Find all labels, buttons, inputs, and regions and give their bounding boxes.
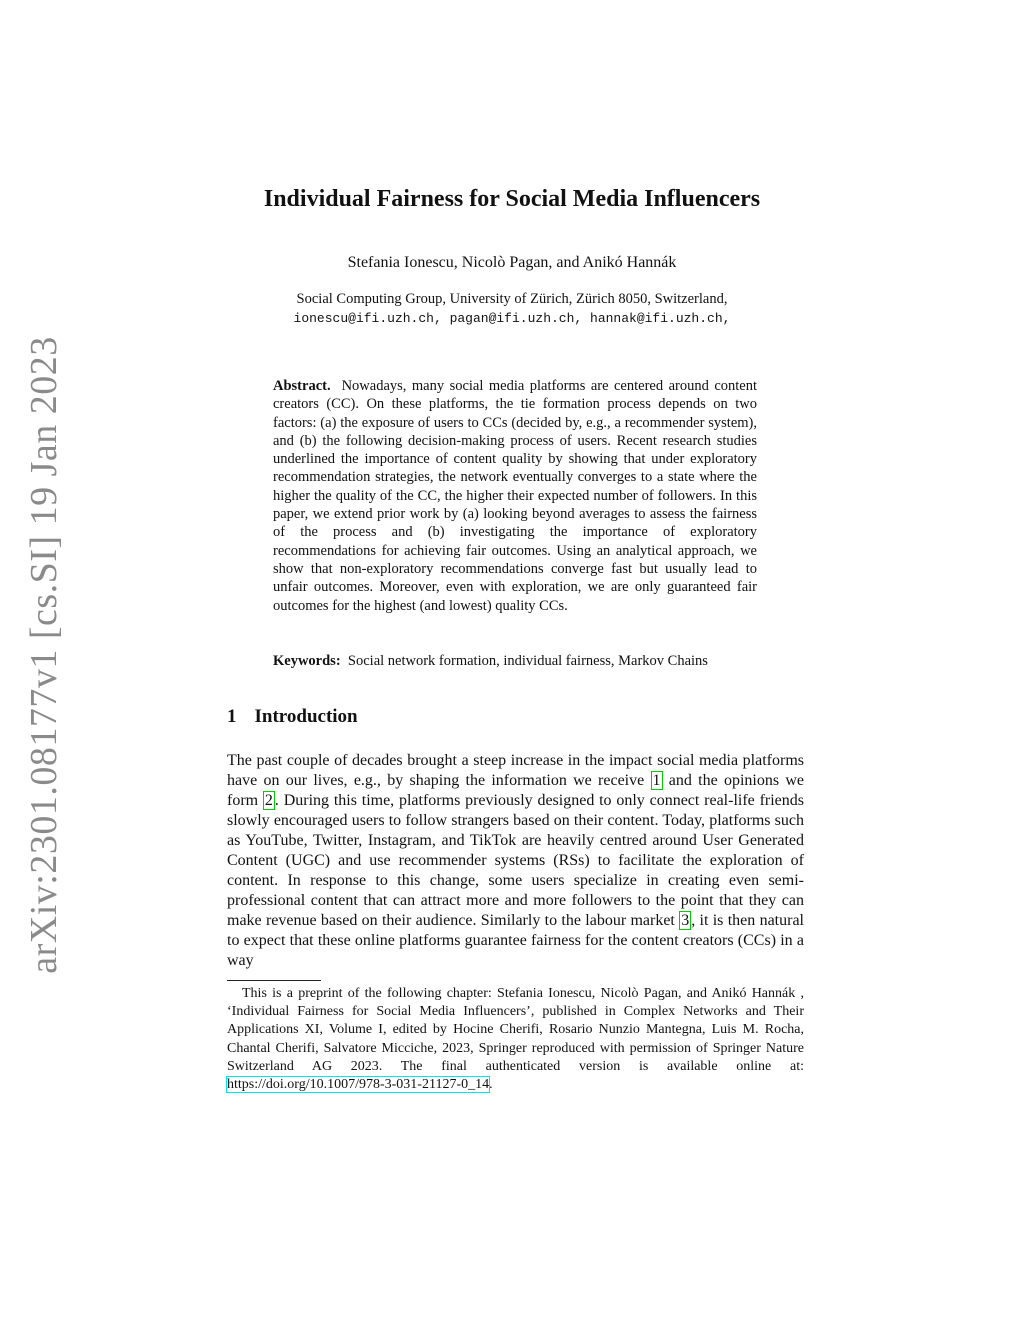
keywords-label: Keywords:	[273, 653, 341, 669]
affiliation-block	[0, 289, 1024, 329]
footnote	[227, 985, 804, 1094]
abstract-text: Nowadays, many social media platforms are centered around content creators (CC). On these platforms, the tie formation process depends on two factors: (a) the exposure of users to CCs (decided by, e.g., a recommender system), and (b) the following decision-making process of users. Recent research studies underlined the importance of content quality by showing that under exploratory recommendation strategies, the network eventually converges to a state where the higher the quality of the CC, the higher their expected number of followers. In this paper, we extend prior work by (a) looking beyond averages to assess the fairness of the process and (b) investigating the importance of exploratory recommendations for achieving fair outcomes. Using an analytical approach, we show that non-exploratory recommendations converge fast but usually lead to unfair outcomes. Moreover, even with exploration, we are only guaranteed fair outcomes for the highest (and lowest) quality CCs.	[273, 378, 757, 614]
email-ionescu[interactable]: ionescu@ifi.uzh.ch	[293, 311, 434, 326]
doi-link[interactable]: https://doi.org/10.1007/978-3-031-21127-0_14	[227, 1077, 490, 1093]
section-heading-introduction	[227, 706, 358, 728]
email-hannak[interactable]: hannak@ifi.uzh.ch	[590, 311, 723, 326]
abstract	[273, 377, 757, 615]
footnote-text: This is a preprint of the following chapter: Stefania Ionescu, Nicolò Pagan, and Anikó Hannák , ‘Individual Fairness for Social Media Influencers’, published in Complex Networks and Their Applications XI, Volume I, edited by Hocine Cherifi, Rosario Nunzio Mantegna, Luis M. Rocha, Chantal Cherifi, Salvatore Micciche, 2023, Springer reproduced with permission of Springer Nature Switzerland AG 2023. The final authenticated version is available online at:	[227, 986, 804, 1074]
arxiv-side-stamp: arXiv:2301.08177v1 [cs.SI] 19 Jan 2023	[23, 336, 65, 974]
section-title: Introduction	[254, 706, 358, 727]
intro-text-3: . During this time, platforms previously designed to only connect real-life friends slowly encouraged users to follow strangers based on their content. Today, platforms such as YouTube, Twitter, Instagram, and TikTok are heavily centred around User Generated Content (UGC) and use recommender systems (RSs) to facilitate the exploration of content. In response to this change, some users specialize in creating even semi-professional content that can attract more and more followers to the point that they can make revenue based on their audience. Similarly to the labour market	[227, 792, 804, 929]
citation-1[interactable]: 1	[652, 772, 661, 789]
footnote-rule	[227, 980, 321, 981]
keywords-text: Social network formation, individual fairness, Markov Chains	[347, 653, 708, 669]
citation-2[interactable]: 2	[264, 792, 273, 809]
email-list: ionescu@ifi.uzh.ch, pagan@ifi.uzh.ch, hannak@ifi.uzh.ch,	[293, 311, 731, 326]
citation-3[interactable]: 3	[681, 912, 690, 929]
introduction-paragraph	[227, 751, 804, 971]
affiliation-text: Social Computing Group, University of Zürich, Zürich 8050, Switzerland,	[296, 291, 728, 307]
email-pagan[interactable]: pagan@ifi.uzh.ch	[449, 311, 575, 326]
intro-text-2: and the opinions we form	[227, 772, 805, 809]
keywords	[273, 653, 773, 670]
paper-title: Individual Fairness for Social Media Influencers	[263, 186, 761, 212]
footnote-end: .	[489, 1077, 493, 1093]
intro-text-1: The past couple of decades brought a steep increase in the impact social media platforms have on our lives, e.g., by shaping the information we receive	[227, 752, 804, 789]
intro-text-4: , it is then natural to expect that these online platforms guarantee fairness for the content creators (CCs) in a way	[227, 912, 804, 969]
section-number: 1	[227, 706, 237, 727]
abstract-label: Abstract.	[273, 378, 331, 394]
author-list: Stefania Ionescu, Nicolò Pagan, and Anikó Hannák	[347, 254, 677, 271]
